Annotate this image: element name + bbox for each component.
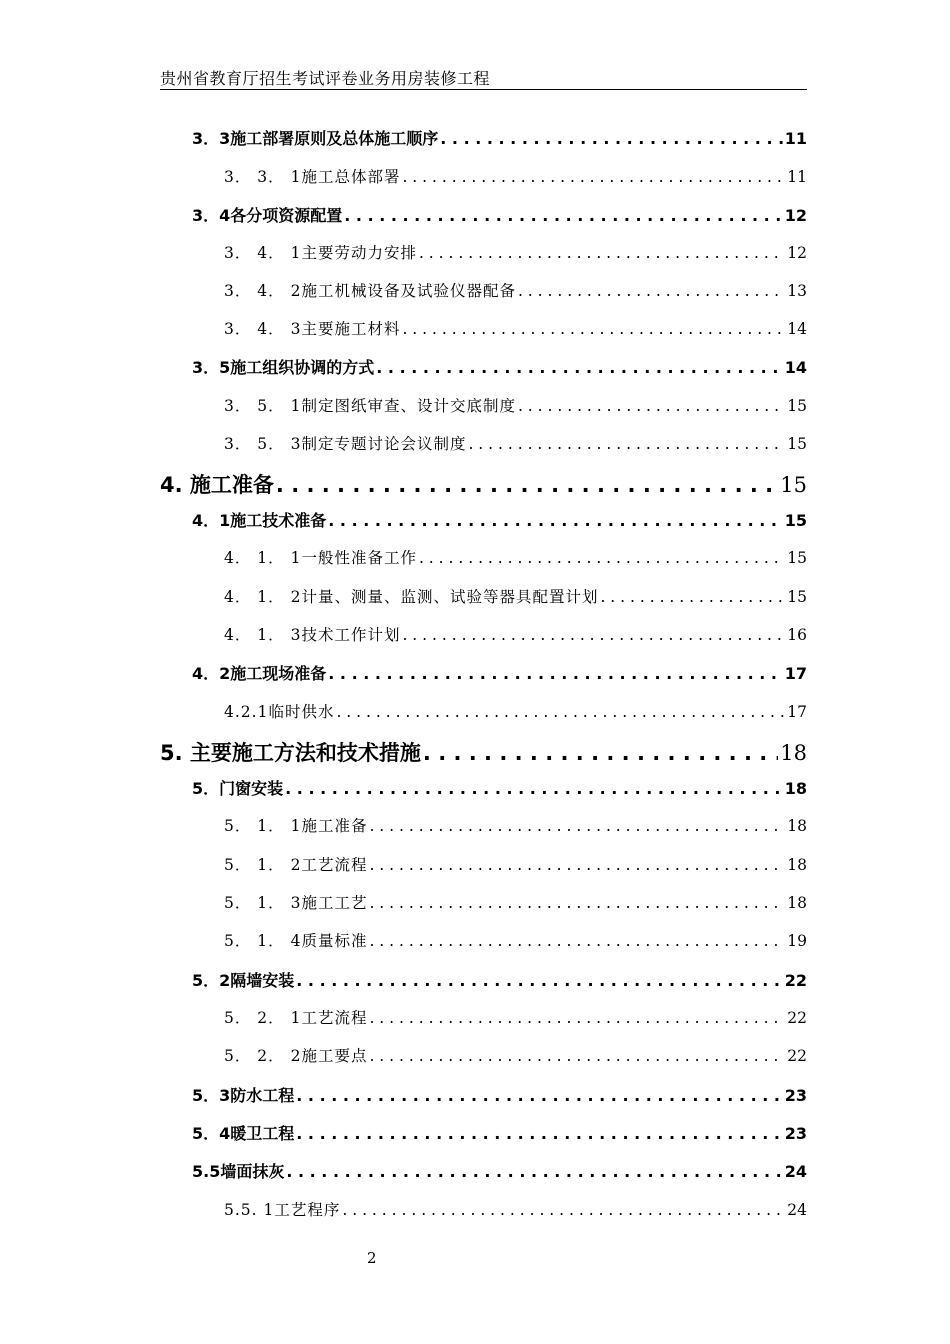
toc-entry-label: 3． 4． 1主要劳动力安排 — [224, 244, 417, 262]
toc-entry-level3[interactable] — [224, 853, 807, 875]
dot-leader — [296, 1086, 782, 1105]
dot-leader — [369, 1009, 785, 1027]
toc-entry-page: 15 — [787, 397, 807, 415]
toc-entry-level2[interactable] — [192, 661, 807, 684]
toc-entry-page: 23 — [784, 1124, 807, 1143]
toc-entry-level2[interactable] — [192, 1159, 807, 1182]
toc-entry-level2[interactable] — [192, 355, 807, 378]
toc-entry-page: 14 — [787, 320, 807, 338]
toc-entry-label: 4． 1． 3技术工作计划 — [224, 626, 401, 644]
toc-entry-label: 5． 1． 1施工准备 — [224, 817, 368, 835]
toc-entry-label: 3．3施工部署原则及总体施工顺序 — [192, 129, 439, 148]
toc-entry-level3[interactable] — [224, 317, 807, 339]
dot-leader — [402, 320, 785, 338]
toc-entry-page: 18 — [787, 856, 807, 874]
toc-entry-label: 3．5施工组织协调的方式 — [192, 358, 375, 377]
toc-entry-page: 22 — [787, 1009, 807, 1027]
toc-entry-page: 22 — [784, 971, 807, 990]
toc-entry-level2[interactable] — [192, 776, 807, 799]
toc-entry-label: 5．4暖卫工程 — [192, 1124, 295, 1143]
toc-entry-level3[interactable] — [224, 623, 807, 645]
dot-leader — [369, 856, 785, 874]
toc-entry-level3[interactable] — [224, 891, 807, 913]
dot-leader — [296, 971, 782, 990]
toc-entry-level3[interactable] — [224, 394, 807, 416]
toc-entry-level3[interactable] — [224, 546, 807, 568]
dot-leader — [402, 626, 785, 644]
dot-leader — [336, 703, 785, 721]
dot-leader — [328, 511, 782, 530]
toc-entry-level3[interactable] — [224, 585, 807, 607]
toc-entry-level3[interactable] — [224, 1006, 807, 1028]
header-divider — [160, 89, 807, 90]
dot-leader — [518, 282, 785, 300]
dot-leader — [296, 1124, 782, 1143]
toc-entry-page: 23 — [784, 1086, 807, 1105]
toc-entry-level2[interactable] — [192, 1121, 807, 1144]
toc-entry-label: 3． 5． 1制定图纸审查、设计交底制度 — [224, 397, 516, 415]
toc-entry-page: 17 — [784, 664, 807, 683]
toc-entry-label: 4.2.1临时供水 — [224, 703, 335, 721]
dot-leader — [328, 664, 782, 683]
toc-entry-page: 17 — [787, 703, 807, 721]
toc-entry-level3[interactable] — [224, 241, 807, 263]
toc-entry-label: 5. 主要施工方法和技术措施 — [160, 741, 421, 765]
dot-leader — [419, 549, 785, 567]
toc-entry-label: 4． 1． 1一般性准备工作 — [224, 549, 417, 567]
toc-entry-level2[interactable] — [192, 1083, 807, 1106]
toc-entry-level1[interactable] — [160, 737, 807, 767]
toc-entry-level3[interactable] — [224, 1198, 807, 1220]
dot-leader — [468, 435, 785, 453]
toc-entry-label: 5.5墙面抹灰 — [192, 1162, 285, 1181]
toc-entry-page: 15 — [787, 435, 807, 453]
toc-entry-label: 3． 3． 1施工总体部署 — [224, 168, 401, 186]
dot-leader — [276, 473, 778, 497]
dot-leader — [369, 894, 785, 912]
toc-entry-level3[interactable] — [224, 165, 807, 187]
toc-entry-label: 5.5. 1工艺程序 — [224, 1201, 341, 1219]
dot-leader — [440, 129, 782, 148]
toc-entry-label: 5． 1． 4质量标准 — [224, 932, 368, 950]
toc-entry-page: 13 — [787, 282, 807, 300]
toc-entry-label: 4．1施工技术准备 — [192, 511, 327, 530]
toc-entry-level1[interactable] — [160, 469, 807, 499]
dot-leader — [285, 779, 783, 798]
toc-entry-label: 4． 1． 2计量、测量、监测、试验等器具配置计划 — [224, 588, 599, 606]
toc-entry-label: 3． 4． 3主要施工材料 — [224, 320, 401, 338]
toc-entry-level3[interactable] — [224, 432, 807, 454]
toc-entry-level2[interactable] — [192, 126, 807, 149]
toc-entry-label: 5． 2． 2施工要点 — [224, 1047, 368, 1065]
toc-entry-level2[interactable] — [192, 203, 807, 226]
toc-entry-page: 15 — [780, 473, 807, 497]
toc-entry-level3[interactable] — [224, 1044, 807, 1066]
toc-entry-label: 3．4各分项资源配置 — [192, 206, 343, 225]
toc-entry-label: 3． 4． 2施工机械设备及试验仪器配备 — [224, 282, 516, 300]
toc-entry-label: 5． 1． 3施工工艺 — [224, 894, 368, 912]
dot-leader — [518, 397, 785, 415]
toc-entry-page: 19 — [787, 932, 807, 950]
toc-entry-label: 5． 1． 2工艺流程 — [224, 856, 368, 874]
dot-leader — [369, 1047, 785, 1065]
toc-entry-level3[interactable] — [224, 700, 807, 722]
toc-entry-page: 16 — [787, 626, 807, 644]
toc-entry-label: 4．2施工现场准备 — [192, 664, 327, 683]
dot-leader — [600, 588, 785, 606]
dot-leader — [402, 168, 785, 186]
dot-leader — [344, 206, 782, 225]
dot-leader — [342, 1201, 785, 1219]
toc-entry-level3[interactable] — [224, 929, 807, 951]
toc-entry-page: 12 — [787, 244, 807, 262]
toc-entry-label: 5．2隔墙安装 — [192, 971, 295, 990]
toc-entry-label: 5． 2． 1工艺流程 — [224, 1009, 368, 1027]
dot-leader — [423, 741, 778, 765]
toc-entry-page: 24 — [787, 1201, 807, 1219]
toc-entry-label: 4. 施工准备 — [160, 473, 274, 497]
toc-entry-page: 24 — [784, 1162, 807, 1181]
toc-entry-page: 15 — [787, 549, 807, 567]
dot-leader — [369, 932, 785, 950]
toc-entry-page: 12 — [784, 206, 807, 225]
toc-entry-page: 15 — [787, 588, 807, 606]
toc-entry-label: 5．3防水工程 — [192, 1086, 295, 1105]
toc-entry-page: 11 — [784, 129, 807, 148]
toc-entry-level3[interactable] — [224, 279, 807, 301]
toc-entry-level3[interactable] — [224, 814, 807, 836]
dot-leader — [419, 244, 785, 262]
page-number: 2 — [367, 1249, 377, 1267]
dot-leader — [286, 1162, 782, 1181]
document-title: 贵州省教育厅招生考试评卷业务用房装修工程 — [160, 69, 491, 88]
toc-entry-page: 18 — [787, 894, 807, 912]
toc-entry-page: 22 — [787, 1047, 807, 1065]
toc-entry-page: 11 — [787, 168, 807, 186]
toc-entry-page: 15 — [784, 511, 807, 530]
dot-leader — [376, 358, 782, 377]
toc-entry-page: 18 — [780, 741, 807, 765]
toc-entry-page: 18 — [787, 817, 807, 835]
dot-leader — [369, 817, 785, 835]
toc-entry-label: 5．门窗安装 — [192, 779, 284, 798]
toc-entry-level2[interactable] — [192, 968, 807, 991]
toc-entry-page: 18 — [784, 779, 807, 798]
toc-entry-level2[interactable] — [192, 508, 807, 531]
toc-entry-label: 3． 5． 3制定专题讨论会议制度 — [224, 435, 467, 453]
toc-entry-page: 14 — [784, 358, 807, 377]
